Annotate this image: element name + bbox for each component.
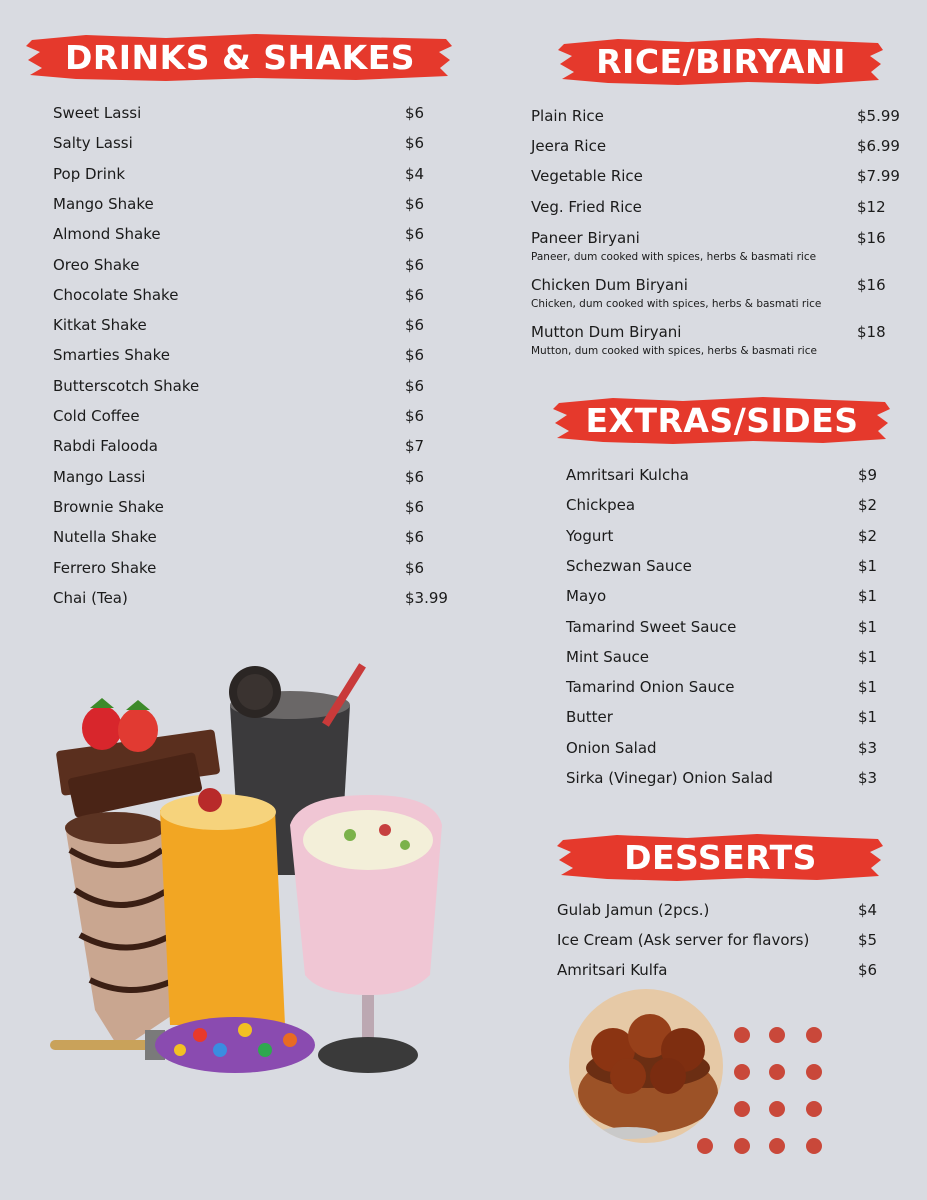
brush-icon xyxy=(50,1017,315,1073)
item-name: Mango Shake xyxy=(53,194,154,213)
drinks-item xyxy=(53,286,465,306)
item-price: $1 xyxy=(858,556,878,575)
item-price: $6 xyxy=(405,316,425,335)
drinks-item xyxy=(53,589,465,609)
item-description: Mutton, dum cooked with spices, herbs & basmati rice xyxy=(531,345,817,357)
desserts-item xyxy=(557,931,918,951)
item-name: Ferrero Shake xyxy=(53,558,157,577)
item-price: $5 xyxy=(858,931,878,949)
item-name: Smarties Shake xyxy=(53,346,170,365)
extras-title: EXTRAS/SIDES xyxy=(585,400,859,440)
item-price: $2 xyxy=(858,526,878,545)
item-price: $6 xyxy=(405,194,425,213)
extras-item xyxy=(566,618,918,638)
extras-item xyxy=(566,527,918,547)
item-name: Ice Cream (Ask server for flavors) xyxy=(557,931,810,949)
item-name: Chicken Dum Biryani xyxy=(531,276,688,294)
drinks-title: DRINKS & SHAKES xyxy=(64,37,416,77)
item-price: $4 xyxy=(405,164,425,183)
item-price: $1 xyxy=(858,678,878,697)
item-name: Gulab Jamun (2pcs.) xyxy=(557,901,710,919)
item-price: $6 xyxy=(405,407,425,425)
item-description: Paneer, dum cooked with spices, herbs & basmati rice xyxy=(531,251,817,263)
rice-item xyxy=(531,167,917,187)
item-price: $1 xyxy=(858,617,878,636)
drinks-item xyxy=(53,437,465,457)
shakes-photo xyxy=(50,650,450,1090)
item-name: Cold Coffee xyxy=(53,407,140,425)
drinks-item xyxy=(53,225,465,245)
drinks-item xyxy=(53,316,465,336)
gulab-jamun-photo xyxy=(568,988,724,1148)
drinks-item xyxy=(53,559,465,579)
item-name: Amritsari Kulfa xyxy=(557,961,668,979)
desserts-item xyxy=(557,901,918,921)
item-price: $3 xyxy=(858,738,878,757)
item-price: $5.99 xyxy=(857,107,900,125)
item-price: $7 xyxy=(405,437,425,456)
rice-item xyxy=(531,137,917,157)
extras-item xyxy=(566,708,918,728)
item-name: Nutella Shake xyxy=(53,528,157,547)
rice-banner xyxy=(558,34,884,88)
extras-item xyxy=(566,587,918,607)
item-price: $1 xyxy=(858,587,878,606)
item-price: $6 xyxy=(405,558,425,577)
item-price: $6 xyxy=(405,134,425,153)
item-name: Oreo Shake xyxy=(53,255,140,274)
item-name: Mango Lassi xyxy=(53,467,146,486)
item-name: Mayo xyxy=(566,587,607,606)
item-name: Tamarind Onion Sauce xyxy=(566,678,735,697)
extras-item xyxy=(566,678,918,698)
item-name: Almond Shake xyxy=(53,225,161,244)
drinks-item xyxy=(53,134,465,154)
item-price: $18 xyxy=(857,323,886,341)
extras-item xyxy=(566,739,918,759)
rice-item xyxy=(531,198,917,218)
item-name: Vegetable Rice xyxy=(531,167,643,185)
drinks-item xyxy=(53,468,465,488)
desserts-title: DESSERTS xyxy=(624,837,817,877)
item-name: Paneer Biryani xyxy=(531,229,640,247)
item-price: $9 xyxy=(858,466,878,484)
drinks-item xyxy=(53,346,465,366)
item-name: Jeera Rice xyxy=(531,137,607,155)
item-price: $3.99 xyxy=(405,588,448,607)
rice-title: RICE/BIRYANI xyxy=(596,41,846,81)
item-name: Veg. Fried Rice xyxy=(531,198,642,216)
item-price: $6 xyxy=(405,467,425,486)
extras-item xyxy=(566,769,918,789)
item-name: Chickpea xyxy=(566,496,636,515)
item-price: $6 xyxy=(405,376,425,395)
extras-banner xyxy=(553,393,891,447)
mango-shake-icon xyxy=(160,788,285,1025)
rice-item xyxy=(531,276,917,310)
item-name: Rabdi Falooda xyxy=(53,437,158,456)
item-name: Amritsari Kulcha xyxy=(566,466,689,484)
item-price: $6 xyxy=(405,255,425,274)
item-name: Butterscotch Shake xyxy=(53,376,200,395)
item-name: Pop Drink xyxy=(53,164,126,183)
item-price: $6 xyxy=(405,225,425,244)
item-name: Mint Sauce xyxy=(566,647,649,666)
item-price: $1 xyxy=(858,647,878,666)
drinks-item xyxy=(53,407,465,427)
rice-item xyxy=(531,107,917,127)
item-name: Plain Rice xyxy=(531,107,604,125)
drinks-item xyxy=(53,377,465,397)
drinks-item xyxy=(53,165,465,185)
item-name: Onion Salad xyxy=(566,738,657,757)
item-price: $6 xyxy=(405,346,425,365)
item-price: $12 xyxy=(857,198,886,216)
desserts-item xyxy=(557,961,918,981)
item-price: $7.99 xyxy=(857,167,900,185)
extras-item xyxy=(566,557,918,577)
extras-item xyxy=(566,466,918,486)
item-price: $6 xyxy=(405,104,425,122)
drinks-item xyxy=(53,195,465,215)
item-price: $16 xyxy=(857,229,886,247)
drinks-item xyxy=(53,104,465,124)
item-price: $1 xyxy=(858,708,878,727)
item-name: Chai (Tea) xyxy=(53,588,128,607)
extras-item xyxy=(566,648,918,668)
falooda-icon xyxy=(290,795,442,1073)
item-price: $6 xyxy=(858,961,878,979)
item-name: Butter xyxy=(566,708,613,727)
item-name: Salty Lassi xyxy=(53,134,133,153)
item-name: Sirka (Vinegar) Onion Salad xyxy=(566,769,773,787)
item-name: Brownie Shake xyxy=(53,497,164,516)
drinks-item xyxy=(53,256,465,276)
item-description: Chicken, dum cooked with spices, herbs & basmati rice xyxy=(531,298,822,310)
extras-item xyxy=(566,496,918,516)
desserts-banner xyxy=(557,830,884,884)
item-name: Chocolate Shake xyxy=(53,285,179,304)
item-price: $16 xyxy=(857,276,886,294)
item-price: $4 xyxy=(858,901,878,919)
item-name: Kitkat Shake xyxy=(53,316,147,335)
rice-item xyxy=(531,323,917,357)
item-price: $2 xyxy=(858,496,878,515)
item-name: Yogurt xyxy=(566,526,614,545)
drinks-item xyxy=(53,498,465,518)
item-price: $6.99 xyxy=(857,137,900,155)
drinks-item xyxy=(53,528,465,548)
item-name: Schezwan Sauce xyxy=(566,556,692,575)
item-name: Sweet Lassi xyxy=(53,104,142,122)
drinks-banner xyxy=(26,30,454,84)
item-name: Mutton Dum Biryani xyxy=(531,323,682,341)
item-price: $3 xyxy=(858,769,878,787)
item-name: Tamarind Sweet Sauce xyxy=(566,617,737,636)
item-price: $6 xyxy=(405,528,425,547)
rice-item xyxy=(531,229,917,263)
item-price: $6 xyxy=(405,285,425,304)
item-price: $6 xyxy=(405,497,425,516)
